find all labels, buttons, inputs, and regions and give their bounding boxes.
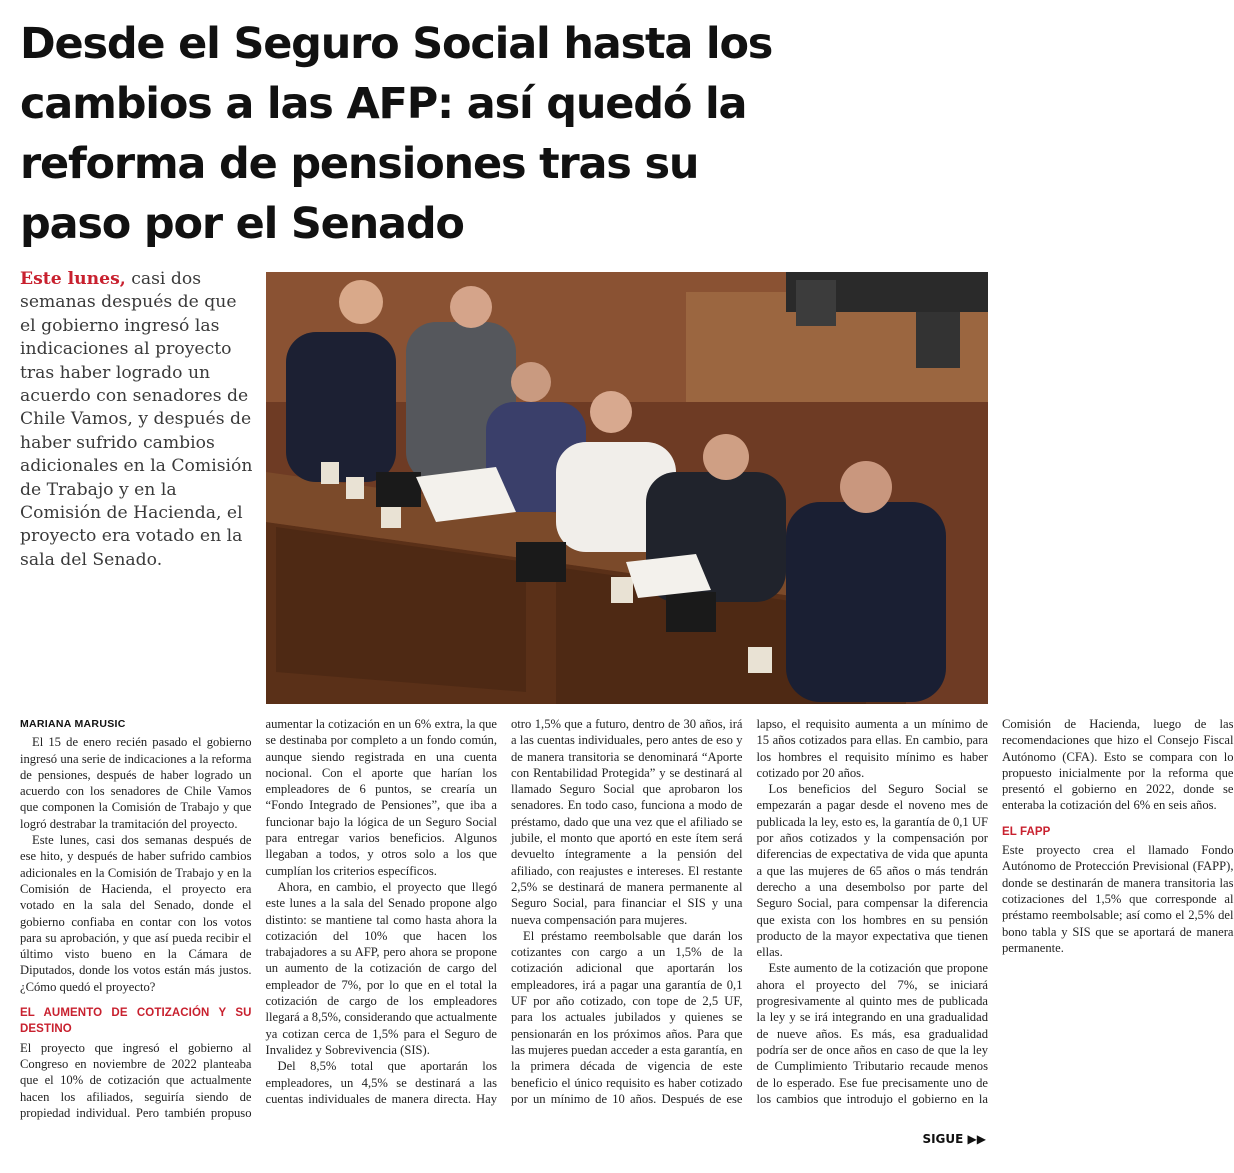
body-paragraph: Este aumento de la cotización que propone ahora el proyecto del 7%, se iniciará progresivamente al quinto mes de publicada la ley y se irá integrando en una gradualidad de nueve años. Es más, esa gradualidad podría ser de once años en caso de que la ley de Cumplimiento Tributario recaude menos de lo esperado. Ese fue precisamente uno de los cambios que introdujo el gobierno en la Comisión de Hacienda, luego de las recomendaciones que hizo el Consejo Fiscal Autónomo (CFA). Esto se compara con lo propuesto inicialmente por la reforma que presentó el gobierno en 2022, donde se enteraba la cotización del 6% en seis años. (756, 717, 1234, 1106)
photo-illustration (266, 272, 988, 704)
section-subhead: EL FAPP (1002, 825, 1051, 838)
lead-paragraph (20, 268, 256, 572)
article-body (20, 716, 1234, 1122)
byline: MARIANA MARUSIC (20, 718, 126, 730)
body-paragraph: El proyecto que ingresó el gobierno al Congreso en noviembre de 2022 planteaba que el 10% de cotización que actualmente hacen los afiliados, seguiría siendo de propiedad individual. Pero también propuso aumentar la cotización en un 6% extra, la que se destinaba por completo a un fondo común, aunque siendo registrada en una cuenta nocional. Con el aporte que harían los empleadores de 6 puntos, se crearía un “Fondo Integrado de Pensiones”, que iba a funcionar bajo la lógica de un Seguro Social para entregar varios beneficios. Algunos llegaban a todos, y otros solo a los que cumplían los criterios específicos. (20, 717, 497, 1120)
body-paragraph: Este lunes, casi dos semanas después de ese hito, y después de haber sufrido cambios adicionales en la Comisión de Trabajo y en la Comisión de Hacienda, el proyecto era votado en la sala del Senado, donde el gobierno confiaba en contar con los votos para su aprobación, y que así pueda recibir el último visto bueno en la Cámara de Diputados, donde los votos están más justos. ¿Cómo quedó el proyecto? (20, 833, 252, 994)
lead-text: casi dos semanas después de que el gobierno ingresó las indicaciones al proyecto tras haber logrado un acuerdo con senadores de Chile Vamos, y después de haber sufrido cambios adicionales en la Comisión de Trabajo y en la Comisión de Hacienda, el proyecto era votado en la sala del Senado. (20, 269, 253, 570)
senate-session-photo (266, 272, 988, 704)
body-paragraph: Ahora, en cambio, el proyecto que llegó este lunes a la sala del Senado propone algo distinto: se mantiene tal como hasta ahora la cotización del 10% que hacen los trabajadores a su AFP, pero ahora se propone un aumento de la cotización de cargo del empleador de 7%, por lo que en el total la cotización de cargo de los empleadores llegará a 8,5%, considerando que actualmente ya cotizan cerca de 1,5% para el Seguro de Invalidez y Sobrevivencia (SIS). (265, 879, 497, 1057)
body-paragraph: El 15 de enero recién pasado el gobierno ingresó una serie de indicaciones a la reforma de pensiones, después de haber logrado un acuerdo con los senadores de Chile Vamos que componen la Comisión de Trabajo y que logró destrabar la tramitación del proyecto. (20, 735, 252, 831)
body-paragraph: Este proyecto crea el llamado Fondo Autónomo de Protección Previsional (FAPP), donde se destinarán de manera transitoria las cotizaciones del 1,5% que corresponde al préstamo reembolsable; así como el 2,5% del bono tabla y SIS que se aportará de manera permanente. (1002, 843, 1234, 955)
body-paragraph: El préstamo reembolsable que darán los cotizantes con cargo a un 1,5% de la cotización adicional que aportarán los empleadores, irá a pagar una garantía de 0,1 UF por año cotizado, con tope de 2,5 UF, para los actuales jubilados y quienes se pensionarán en los próximos años. Para que las mujeres puedan acceder a esta garantía, en la primera década de vigencia de este beneficio el único requisito es haber cotizado por un mínimo de 10 años. Después de ese lapso, el requisito aumenta a un mínimo de 15 años cotizados para ellas. En cambio, para los hombres el requisito mínimo es haber cotizado por 20 años. (511, 717, 988, 1106)
headline: Desde el Seguro Social hasta los cambios a las AFP: así quedó la reforma de pensiones tras su paso por el Senado (20, 19, 773, 249)
section-subhead: EL AUMENTO DE COTIZACIÓN Y SU DESTINO (20, 1007, 252, 1036)
continue-marker: SIGUE ▶▶ (922, 1132, 986, 1146)
body-paragraph: Del 8,5% total que aportarán los empleadores, un 4,5% se destinará a las cuentas individuales de manera directa. Hay otro 1,5% que a futuro, dentro de 30 años, irá a las cuentas individuales, pero antes de eso y de manera transitoria se denominará “Aporte con Rentabilidad Protegida” y se destinará al llamado Seguro Social que aprobaron los senadores. En todo caso, funciona a modo de préstamo, dado que una vez que el afiliado se jubile, el monto que aportó en este ítem será devuelto íntegramente a la pensión del afiliado, con reajustes e intereses. El restante 2,5% se destinará de manera permanente al Seguro Social, para financiar el SIS y una nueva compensación para mujeres. (265, 717, 743, 1106)
lead-kicker: Este lunes, (20, 269, 126, 289)
body-paragraph: Los beneficios del Seguro Social se empezarán a pagar desde el noveno mes de publicada la ley, esto es, la garantía de 0,1 UF por años cotizados y la compensación por diferencias de expectativa de vida que apunta a que las mujeres de 65 años o más tendrán derecho a una desembolso por parte del Seguro Social, para compensar la diferencia que exista con los hombres en su pensión producto de la mayor expectativa que tienen ellas. (756, 782, 988, 960)
